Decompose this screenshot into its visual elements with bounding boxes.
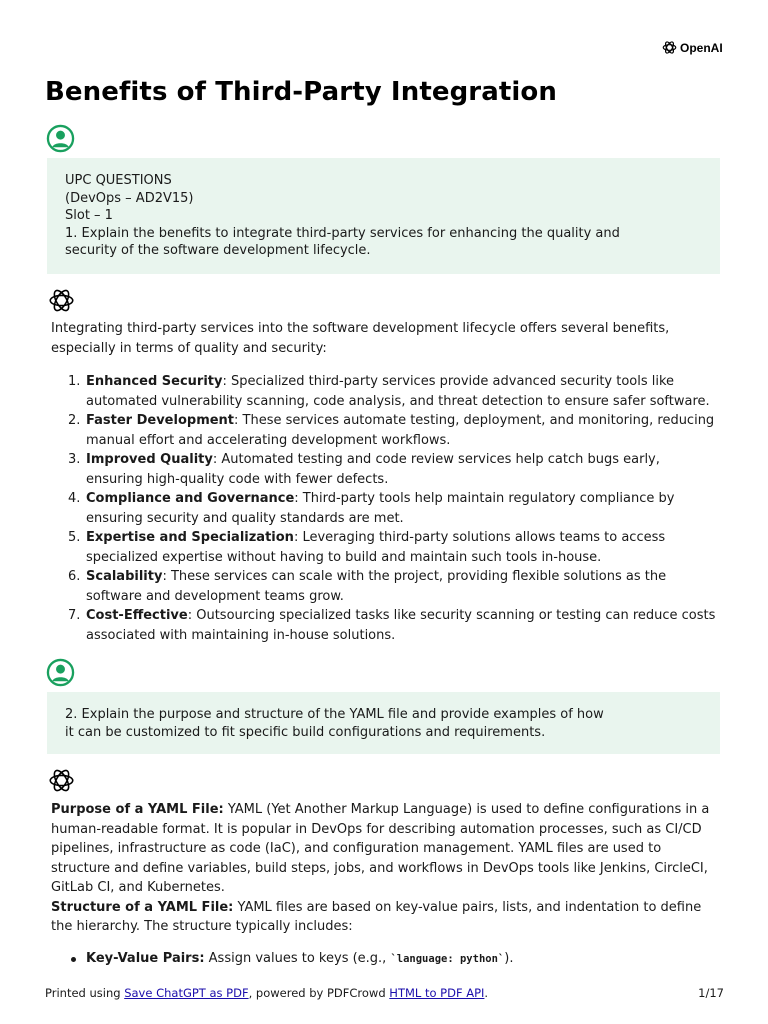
list-item <box>86 949 716 970</box>
chatgpt-logo-icon <box>48 767 75 794</box>
list-number: 1. <box>68 374 81 389</box>
yaml-structure-list <box>86 949 716 970</box>
item-text: Assign values to keys (e.g., <box>204 951 391 966</box>
item-text: : Third-party tools help maintain regulatory compliance by ensuring security and quality standards are met. <box>86 491 675 526</box>
openai-logo-icon <box>662 40 677 55</box>
item-term: Enhanced Security <box>86 374 223 389</box>
save-chatgpt-pdf-link[interactable]: Save ChatGPT as PDF <box>124 986 249 1000</box>
item-term: Key-Value Pairs: <box>86 951 205 966</box>
user-prompt-2 <box>47 692 720 754</box>
prompt-line: 1. Explain the benefits to integrate third-party services for enhancing the quality and <box>65 225 620 241</box>
item-term: Cost-Effective <box>86 608 188 623</box>
openai-brand <box>662 40 723 55</box>
item-text: : Specialized third-party services provide advanced security tools like automated vulnerability scanning, code analysis, and threat detection to ensure safer software. <box>86 374 710 409</box>
list-item <box>68 567 716 606</box>
purpose-label: Purpose of a YAML File: <box>51 802 224 817</box>
item-term: Compliance and Governance <box>86 491 295 506</box>
item-text: : Outsourcing specialized tasks like security scanning or testing can reduce costs associated with maintaining in-house solutions. <box>86 608 716 643</box>
list-number: 5. <box>68 530 81 545</box>
prompt-line: UPC QUESTIONS <box>65 173 172 188</box>
footer-suffix: . <box>484 986 489 1000</box>
inline-code: `language: python` <box>390 953 505 965</box>
benefits-list <box>68 372 716 645</box>
prompt-line: security of the software development lifecycle. <box>65 243 371 258</box>
footer-middle: , powered by PDFCrowd <box>248 986 390 1000</box>
list-item <box>68 411 716 450</box>
prompt-line: 2. Explain the purpose and structure of the YAML file and provide examples of how <box>65 707 604 722</box>
item-term: Improved Quality <box>86 452 213 467</box>
list-number: 2. <box>68 413 81 428</box>
item-term: Faster Development <box>86 413 235 428</box>
user-avatar-icon <box>46 124 75 153</box>
list-item <box>68 450 716 489</box>
user-avatar-icon <box>46 658 75 687</box>
bullet-icon <box>71 957 76 962</box>
answer-intro: Integrating third-party services into the software development lifecycle offers several benefits, especially in terms of quality and security: <box>51 321 670 356</box>
list-number: 4. <box>68 491 81 506</box>
brand-name: OpenAI <box>680 40 723 55</box>
list-number: 3. <box>68 452 81 467</box>
page-title: Benefits of Third-Party Integration <box>45 77 557 107</box>
list-item <box>68 606 716 645</box>
footer-prefix: Printed using <box>45 986 125 1000</box>
item-text: : These services can scale with the project, providing flexible solutions as the software and development teams grow. <box>86 569 667 604</box>
structure-label: Structure of a YAML File: <box>51 899 234 915</box>
list-number: 6. <box>68 569 81 584</box>
list-number: 7. <box>68 608 81 623</box>
item-term: Expertise and Specialization <box>86 530 294 545</box>
list-item <box>68 528 716 567</box>
chatgpt-logo-icon <box>48 287 75 314</box>
item-text: : Leveraging third-party solutions allows teams to access specialized expertise without having to build and maintain such tools in-house. <box>86 530 666 565</box>
purpose-text: YAML (Yet Another Markup Language) is used to define configurations in a human-readable format. It is popular in DevOps for describing automation processes, such as CI/CD pipelines, infrastructure as code (IaC), and configuration management. YAML files are used to structure and define variables, build steps, jobs, and workflows in DevOps tools like Jenkins, CircleCI, GitLab CI, and Kubernetes. <box>51 802 710 895</box>
list-item <box>68 489 716 528</box>
page-number: 1/17 <box>698 986 724 1000</box>
user-prompt-1 <box>47 158 720 274</box>
item-text: : Automated testing and code review services help catch bugs early, ensuring high-quality code with fewer defects. <box>86 452 660 487</box>
item-text: ). <box>504 951 514 966</box>
html-to-pdf-api-link[interactable]: HTML to PDF API <box>389 986 485 1000</box>
item-text: : These services automate testing, deployment, and monitoring, reducing manual effort and accelerating development workflows. <box>86 413 715 448</box>
prompt-line: (DevOps – AD2V15) <box>65 190 194 206</box>
print-footer <box>45 986 724 1000</box>
item-term: Scalability <box>86 569 163 584</box>
list-item <box>68 372 716 411</box>
prompt-line: Slot – 1 <box>65 208 113 223</box>
structure-text: YAML files are based on key-value pairs, lists, and indentation to define the hierarchy. The structure typically includes: <box>51 899 702 934</box>
yaml-purpose <box>51 800 721 937</box>
prompt-line: it can be customized to fit specific build configurations and requirements. <box>65 724 546 740</box>
